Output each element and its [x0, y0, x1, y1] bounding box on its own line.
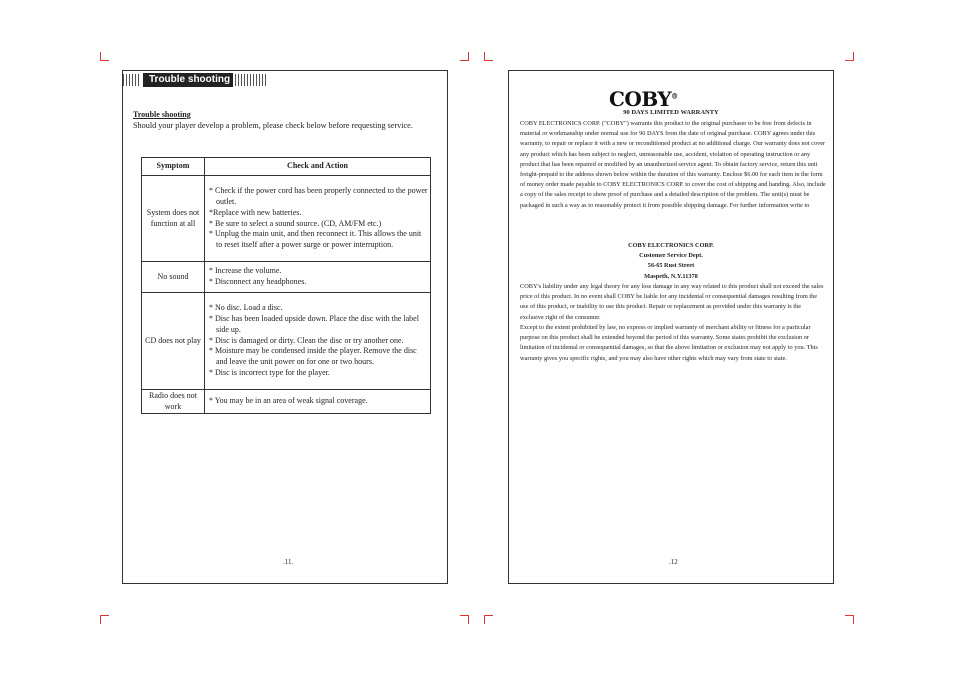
action-cell	[205, 293, 431, 390]
action-item: * Disconnect any headphones.	[209, 277, 307, 286]
exclusion-paragraph: Except to the extent prohibited by law, no express or implied warranty of merchant ability or fitness for a particular purpose on this product shall be extended beyond the period of this warranty. Some states prohibit the exclusion or limitation of incidental or consequential damages, so that the above limitation or exclusion may not apply to you. This warranty gives you specific rights, and you may also have other rights which may vary from state to state.	[520, 324, 818, 362]
section-header-label: Trouble shooting	[143, 73, 233, 87]
action-item: * Increase the volume.	[209, 266, 282, 276]
action-item: * Be sure to select a sound source. (CD, AM/FM etc.)	[209, 218, 382, 228]
crop-mark	[100, 52, 109, 61]
registered-mark: ®	[671, 91, 678, 101]
table-row	[142, 390, 431, 414]
action-item: * Disc is incorrect type for the player.	[209, 367, 330, 377]
crop-mark	[484, 615, 493, 624]
address-line: COBY ELECTRONICS CORP.	[628, 242, 714, 249]
right-page	[508, 70, 834, 584]
warranty-paragraph: COBY ELECTRONICS CORP. ("COBY") warrants this product to the original purchaser to be free from defects in material or workmanship under normal use for 90 DAYS from the date of original purchase. COBY agrees under this warranty, to repair or replace it with a new or reconditioned product at no additional charge. Our warranty does not cover any product which has been subject to neglect, unreasonable use, accident, violation of operating instruction or any product that has been repaired or modified by an unauthorized service agent. To obtain factory service, return this unit freight-prepaid to the address shown below within the duration of this warranty. Enclose $6.00 for each item in the form of money order made payable to COBY ELECTRONICS CORP. to cover the cost of shipping and handing. Also, include a copy of the sales receipt to show proof of purchase and a detailed description of the problem. The unit(s) must be packaged in such a way as to reasonably protect it from possible shipping damage. For further information write to	[520, 120, 826, 209]
table-row	[142, 293, 431, 390]
header-symptom: Symptom	[142, 158, 205, 176]
action-item: * Check if the power cord has been properly connected to the power outlet.	[209, 186, 428, 206]
action-item: * Disc has been loaded upside down. Place the disc with the label side up.	[209, 314, 419, 334]
symptom-cell: Radio does not work	[142, 390, 205, 414]
page-number: .12	[669, 558, 678, 566]
table-row	[142, 176, 431, 262]
crop-mark	[460, 52, 469, 61]
sub-title: Trouble shooting	[133, 110, 191, 119]
left-page	[122, 70, 448, 584]
action-item: * Disc is damaged or dirty. Clean the disc or try another one.	[209, 335, 404, 345]
action-item: * Unplug the main unit, and then reconnect it. This allows the unit to reset itself after a power surge or power interruption.	[209, 229, 422, 250]
section-header	[123, 73, 269, 87]
action-item: * No disc. Load a disc.	[209, 303, 283, 313]
action-item: *Replace with new batteries.	[209, 207, 302, 217]
symptom-cell: System does not function at all	[142, 176, 205, 262]
address-line: 56-65 Rust Street	[647, 262, 695, 270]
warranty-title: 90 DAYS LIMITED WARRANTY	[623, 109, 719, 116]
action-item: * You may be in an area of weak signal coverage.	[209, 396, 368, 406]
crop-mark	[100, 615, 109, 624]
action-cell	[205, 262, 431, 293]
intro-text: Should your player develop a problem, please check below before requesting service.	[133, 121, 413, 130]
logo-text: COBY	[609, 87, 672, 111]
service-address	[509, 241, 833, 282]
coby-logo	[609, 87, 678, 111]
table-row	[142, 262, 431, 293]
action-item: * Moisture may be condensed inside the player. Remove the disc and leave the unit power on for one or two hours.	[209, 346, 417, 367]
table-header-row	[142, 158, 431, 176]
crop-mark	[845, 52, 854, 61]
symptom-cell: No sound	[142, 262, 205, 293]
page-number: .11.	[283, 558, 294, 566]
crop-mark	[845, 615, 854, 624]
troubleshooting-table	[141, 157, 431, 414]
header-check-action: Check and Action	[205, 158, 431, 176]
symptom-cell: CD does not play	[142, 293, 205, 390]
address-line: Maspeth, N.Y.11378	[644, 272, 698, 280]
action-cell	[205, 390, 431, 414]
crop-mark	[460, 615, 469, 624]
crop-mark	[484, 52, 493, 61]
address-line: Customer Service Dept.	[639, 252, 703, 260]
liability-paragraph: COBY's liability under any legal theory for any loss damage in any way related to this product shall not exceed the sales price of this product. In no event shall COBY be liable for any incidental or consequential damages resulting from the use of this product, or inability to use this product. Repair or replacement as provided under this warranty is the exclusive right of the consumer.	[520, 283, 824, 321]
header-hatch-left	[123, 74, 141, 86]
action-cell	[205, 176, 431, 262]
header-hatch-right	[235, 74, 267, 86]
